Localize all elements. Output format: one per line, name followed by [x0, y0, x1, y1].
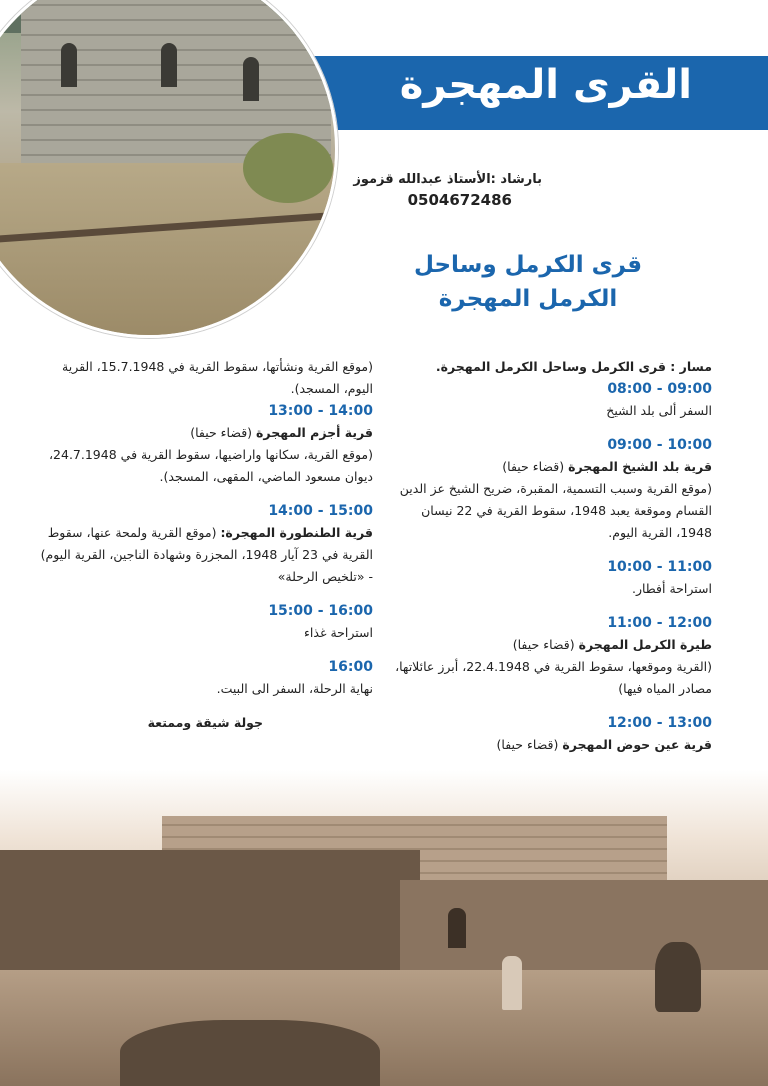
- stone-building-photo: [0, 0, 338, 338]
- schedule-text: استراحة غذاء: [304, 625, 373, 640]
- guide-name: بارشاد :الأستاذ عبدالله قزموز: [353, 172, 542, 187]
- subtitle-line-2: الكرمل المهجرة: [438, 286, 618, 312]
- village-heading: قرية عين حوض المهجرة (قضاء حيفا): [496, 737, 712, 752]
- subtitle-line-1: قرى الكرمل وساحل: [413, 252, 643, 278]
- schedule-text: (موقع القرية، سكانها واراضيها، سقوط القرية في 24.7.1948، ديوان مسعود الماضي، المقهى، المسجد).: [49, 447, 373, 484]
- schedule-text: نهاية الرحلة، السفر الى البيت.: [216, 681, 373, 696]
- schedule-text: (موقع القرية ونشأتها، سقوط القرية في 15.7.1948، القرية اليوم، المسجد).: [62, 359, 373, 396]
- guide-info: [282, 172, 542, 209]
- guide-phone: 0504672486: [407, 191, 512, 209]
- time-slot: 11:00 - 12:00: [607, 615, 712, 631]
- time-slot: 12:00 - 13:00: [607, 715, 712, 731]
- schedule-text: قرية الطنطورة المهجرة: (موقع القرية ولمحة عنها، سقوط القرية في 23 آيار 1948، المجزرة وشهادة الناجين، القرية اليوم) - «تلخيص الرحلة»: [40, 525, 373, 584]
- time-slot: 10:00 - 11:00: [607, 559, 712, 575]
- schedule-text: (موقع القرية وسبب التسمية، المقبرة، ضريح الشيخ عز الدين القسام وموقعة يعبد 1948، سقوط القرية في 22 نيسان 1948، القرية اليوم.: [399, 481, 712, 540]
- schedule-text: السفر ألى بلد الشيخ: [606, 403, 712, 418]
- time-slot: 15:00 - 16:00: [268, 603, 373, 619]
- time-slot: 16:00: [328, 659, 373, 675]
- closing-note: جولة شيقة وممتعة: [147, 715, 263, 730]
- schedule-text: استراحة أفطار.: [631, 581, 712, 596]
- time-slot: 09:00 - 10:00: [607, 437, 712, 453]
- schedule-column-left: [38, 356, 373, 734]
- schedule-text: (القرية وموقعها، سقوط القرية في 22.4.1948، أبرز عائلاتها، مصادر المياه فيها): [395, 659, 712, 696]
- tour-subtitle: [388, 248, 668, 316]
- route-title: مسار : قرى الكرمل وساحل الكرمل المهجرة.: [435, 359, 712, 374]
- village-heading: قرية أجزم المهجرة (قضاء حيفا): [190, 425, 373, 440]
- village-photo: [0, 770, 768, 1086]
- village-heading: طيرة الكرمل المهجرة (قضاء حيفا): [512, 637, 712, 652]
- time-slot: 14:00 - 15:00: [268, 503, 373, 519]
- village-heading: قرية بلد الشيخ المهجرة (قضاء حيفا): [502, 459, 712, 474]
- time-slot: 13:00 - 14:00: [268, 403, 373, 419]
- page-title: القرى المهجرة: [399, 62, 692, 108]
- time-slot: 08:00 - 09:00: [607, 381, 712, 397]
- title-banner: [300, 56, 768, 130]
- schedule-column-right: [392, 356, 712, 756]
